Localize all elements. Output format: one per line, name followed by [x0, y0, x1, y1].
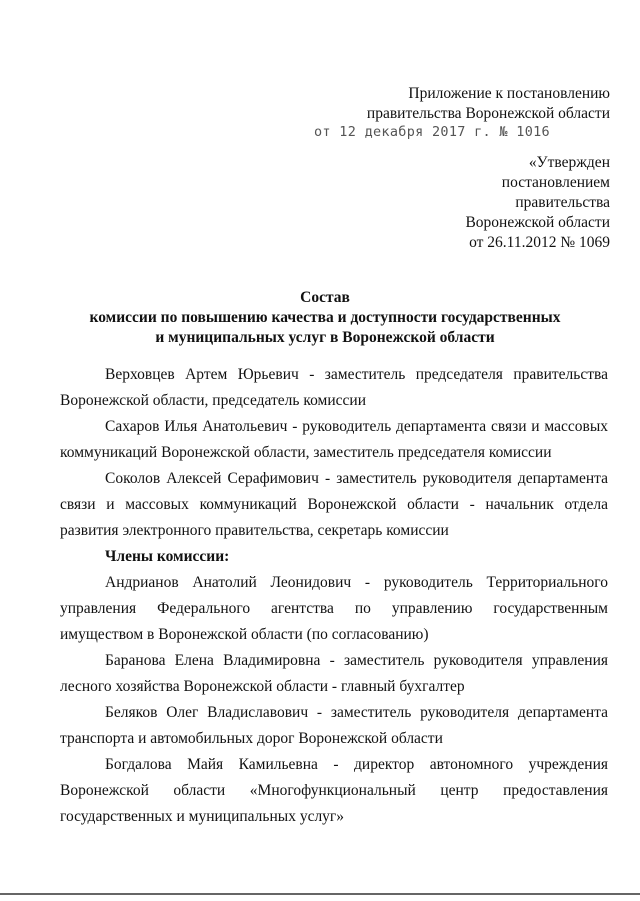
- approval-line-2: постановлением: [501, 174, 610, 191]
- members-heading: Члены комиссии:: [105, 548, 230, 565]
- member-paragraph: Андрианов Анатолий Леонидович - руководитель Территориального управления Федерального агентства по управлению государственным имуществом в Воронежской области (по согласованию): [60, 574, 608, 643]
- member-paragraph: Баранова Елена Владимировна - заместитель руководителя управления лесного хозяйства Воронежской области - главный бухгалтер: [60, 652, 608, 695]
- approval-line-1: «Утвержден: [528, 154, 610, 171]
- appendix-line-2: правительства Воронежской области: [366, 105, 610, 122]
- appendix-line-1: Приложение к постановлению: [408, 85, 610, 102]
- member-paragraph: Соколов Алексей Серафимович - заместитель руководителя департамента связи и массовых коммуникаций Воронежской области - начальник отдела развития электронного правительства, секретарь комиссии: [60, 470, 608, 539]
- member-paragraph: Богдалова Майя Камильевна - директор автономного учреждения Воронежской области «Многофункциональный центр предоставления государственных и муниципальных услуг»: [60, 756, 608, 825]
- approval-block: [465, 153, 610, 253]
- appendix-header: [367, 84, 610, 124]
- scan-bottom-edge: [0, 893, 640, 895]
- member-paragraph: Сахаров Илья Анатольевич - руководитель департамента связи и массовых коммуникаций Воронежской области, заместитель председателя комиссии: [60, 418, 608, 461]
- member-paragraph: Верховцев Артем Юрьевич - заместитель председателя правительства Воронежской области, председатель комиссии: [60, 366, 608, 409]
- approval-line-3: правительства: [515, 194, 610, 211]
- title-line-3: и муниципальных услуг в Воронежской области: [155, 329, 495, 346]
- member-paragraph: Беляков Олег Владиславович - заместитель руководителя департамента транспорта и автомобильных дорог Воронежской области: [60, 704, 608, 747]
- title-line-2: комиссии по повышению качества и доступности государственных: [89, 309, 561, 326]
- approval-line-5: от 26.11.2012 № 1069: [469, 234, 610, 251]
- document-title: [60, 288, 590, 348]
- title-line-1: Состав: [300, 289, 350, 306]
- approval-line-4: Воронежской области: [465, 214, 610, 231]
- registration-stamp: от 12 декабря 2017 г. № 1016: [314, 124, 550, 140]
